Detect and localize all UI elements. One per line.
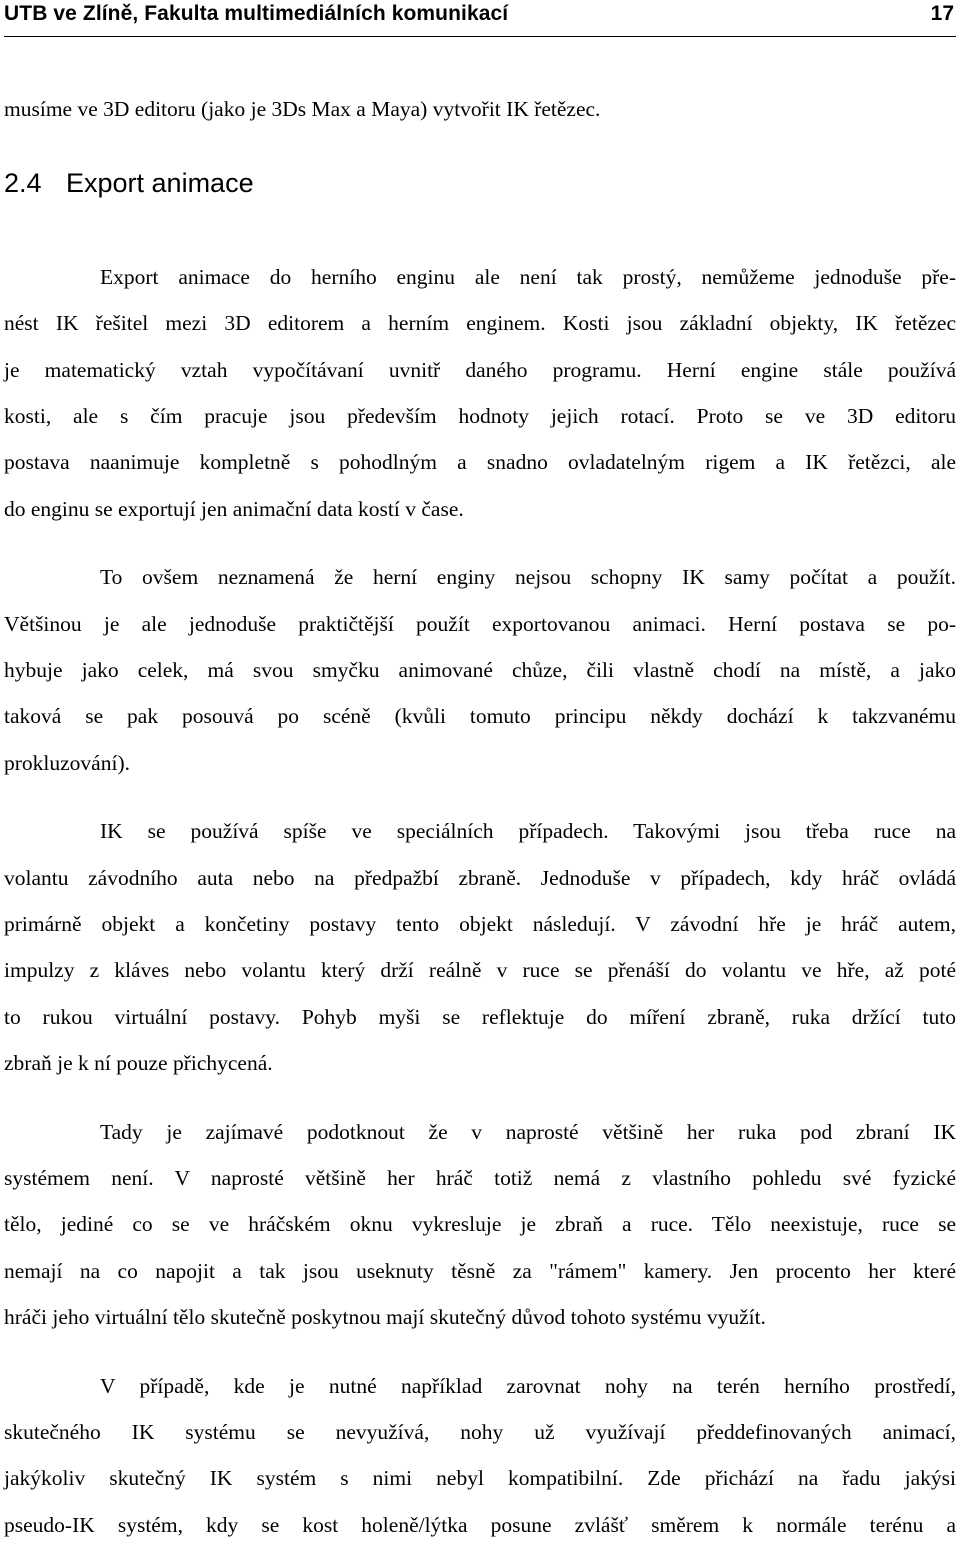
text-line: hybuje jako celek, má svou smyčku animované chůze, čili vlastně chodí na místě, a jako xyxy=(4,658,956,682)
text-line: skutečného IK systému se nevyužívá, nohy už využívají předdefinovaných animací, xyxy=(4,1420,956,1444)
text-line: to rukou virtuální postavy. Pohyb myši se reflektuje do míření zbraně, ruka držící tuto xyxy=(4,1005,956,1029)
text-line: zbraň je k ní pouze přichycená. xyxy=(4,1051,273,1075)
text-line: pseudo-IK systém, kdy se kost holeně/lýtka posune zvlášť směrem k normále terénu a xyxy=(4,1513,956,1537)
text-line: primárně objekt a končetiny postavy tento objekt následují. V závodní hře je hráč autem, xyxy=(4,912,956,936)
text-line: impulzy z kláves nebo volantu který drží reálně v ruce se přenáší do volantu ve hře, až poté xyxy=(4,958,956,982)
text-line: nemají na co napojit a tak jsou useknuty těsně za "rámem" kamery. Jen procento her které xyxy=(4,1259,956,1283)
text-line: V případě, kde je nutné například zarovnat nohy na terén herního prostředí, xyxy=(100,1374,956,1398)
text-line: Tady je zajímavé podotknout že v naprosté většině her ruka pod zbraní IK xyxy=(100,1120,956,1144)
page-header xyxy=(4,0,956,37)
section-heading xyxy=(4,167,254,199)
text-line: IK se používá spíše ve speciálních případech. Takovými jsou třeba ruce na xyxy=(100,819,956,843)
text-line: hráči jeho virtuální tělo skutečně poskytnou mají skutečný důvod tohoto systému využít. xyxy=(4,1305,766,1329)
text-line: Export animace do herního enginu ale není tak prostý, nemůžeme jednoduše pře- xyxy=(100,265,956,289)
text-line: je matematický vztah vypočítávaní uvnitř daného programu. Herní engine stále používá xyxy=(4,358,956,382)
text-line: postava naanimuje kompletně s pohodlným a snadno ovladatelným rigem a IK řetězci, ale xyxy=(4,450,956,474)
text-line: do enginu se exportují jen animační data kostí v čase. xyxy=(4,497,464,521)
section-number: 2.4 xyxy=(4,168,42,198)
section-title: Export animace xyxy=(66,168,254,198)
text-line: To ovšem neznamená že herní enginy nejsou schopny IK samy počítat a použít. xyxy=(100,565,956,589)
text-line: Většinou je ale jednoduše praktičtější použít exportovanou animaci. Herní postava se po- xyxy=(4,612,956,636)
text-line: kosti, ale s čím pracuje jsou především hodnoty jejich rotací. Proto se ve 3D editoru xyxy=(4,404,956,428)
page-number: 17 xyxy=(930,2,954,25)
text-line: taková se pak posouvá po scéně (kvůli tomuto principu někdy dochází k takzvanému xyxy=(4,704,956,728)
text-line: jakýkoliv skutečný IK systém s nimi nebyl kompatibilní. Zde přichází na řadu jakýsi xyxy=(4,1466,956,1490)
text-line: systémem není. V naprosté většině her hráč totiž nemá z vlastního pohledu své fyzické xyxy=(4,1166,956,1190)
header-title: UTB ve Zlíně, Fakulta multimediálních komunikací xyxy=(4,2,509,25)
text-line: tělo, jediné co se ve hráčském oknu vykresluje je zbraň a ruce. Tělo neexistuje, ruce se xyxy=(4,1212,956,1236)
text-line: musíme ve 3D editoru (jako je 3Ds Max a Maya) vytvořit IK řetězec. xyxy=(4,97,601,121)
text-line: prokluzování). xyxy=(4,751,130,775)
text-line: nést IK řešitel mezi 3D editorem a herním enginem. Kosti jsou základní objekty, IK řetězec xyxy=(4,311,956,335)
text-line: volantu závodního auta nebo na předpažbí zbraně. Jednoduše v případech, kdy hráč ovládá xyxy=(4,866,956,890)
